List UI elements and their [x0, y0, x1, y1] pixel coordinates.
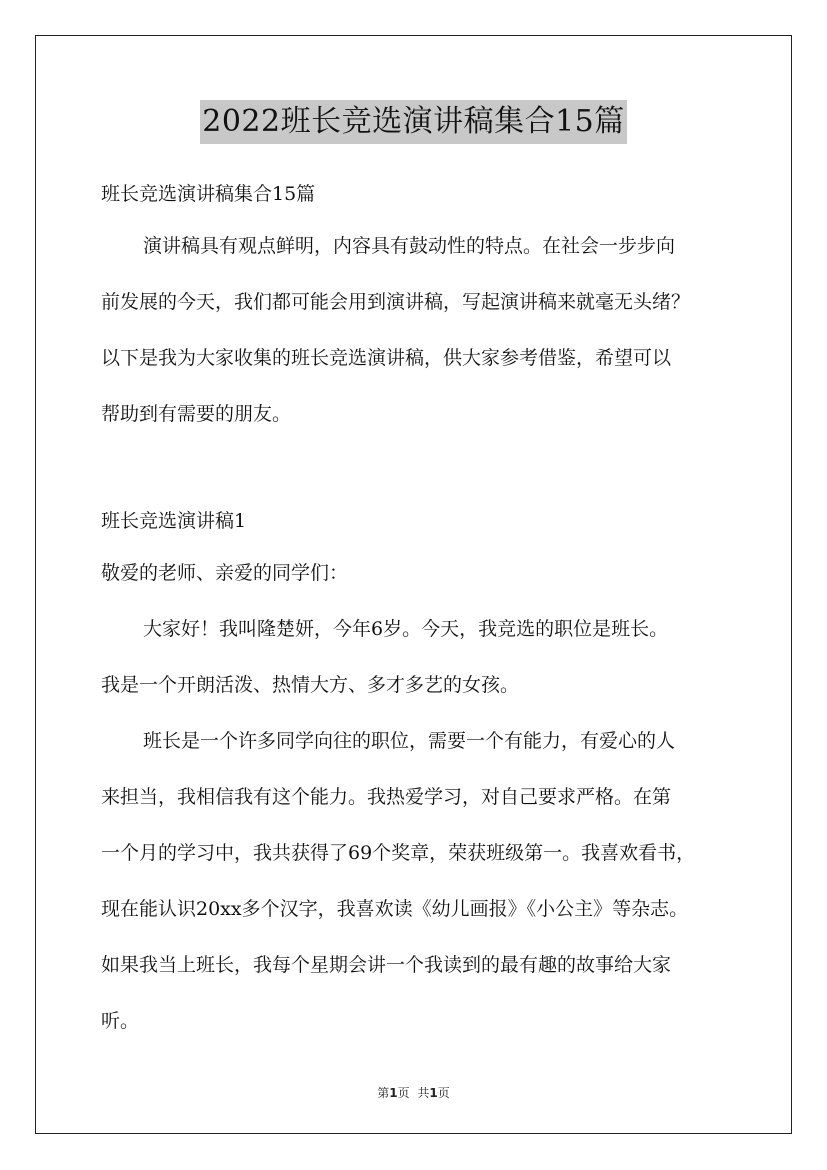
paragraph-line: 来担当，我相信我有这个能力。我热爱学习，对自己要求严格。在第	[101, 786, 672, 808]
paragraph-line: 以下是我为大家收集的班长竞选演讲稿，供大家参考借鉴，希望可以	[101, 347, 672, 369]
page-suffix: 页	[397, 1086, 410, 1100]
section-heading: 班长竞选演讲稿1	[101, 510, 247, 532]
document-title: 2022班长竞选演讲稿集合15篇	[200, 100, 627, 144]
paragraph-line: 我是一个开朗活泼、热情大方、多才多艺的女孩。	[101, 674, 520, 696]
paragraph-line: 演讲稿具有观点鲜明，内容具有鼓动性的特点。在社会一步步向	[143, 235, 676, 257]
page-footer	[0, 1084, 827, 1101]
subtitle-line: 班长竞选演讲稿集合15篇	[101, 183, 316, 205]
page-current: 1	[389, 1086, 398, 1100]
salutation-line: 敬爱的老师、亲爱的同学们：	[101, 562, 349, 584]
page-prefix: 第	[377, 1086, 390, 1100]
title-container	[0, 100, 827, 144]
paragraph-line: 听。	[101, 1010, 140, 1032]
paragraph-line: 前发展的今天，我们都可能会用到演讲稿，写起演讲稿来就毫无头绪？	[101, 291, 691, 313]
paragraph-line: 班长是一个许多同学向往的职位，需要一个有能力，有爱心的人	[143, 730, 676, 752]
paragraph-line: 大家好！我叫隆楚妍，今年6岁。今天，我竞选的职位是班长。	[143, 618, 669, 640]
total-prefix: 共	[417, 1086, 430, 1100]
paragraph-line: 帮助到有需要的朋友。	[101, 403, 292, 425]
total-suffix: 页	[437, 1086, 450, 1100]
paragraph-line: 如果我当上班长，我每个星期会讲一个我读到的最有趣的故事给大家	[101, 954, 672, 976]
paragraph-line: 现在能认识20xx多个汉字，我喜欢读《幼儿画报》《小公主》等杂志。	[101, 898, 689, 920]
paragraph-line: 一个月的学习中，我共获得了69个奖章，荣获班级第一。我喜欢看书，	[101, 842, 696, 864]
document-body	[101, 168, 741, 1051]
page-total: 1	[429, 1086, 438, 1100]
